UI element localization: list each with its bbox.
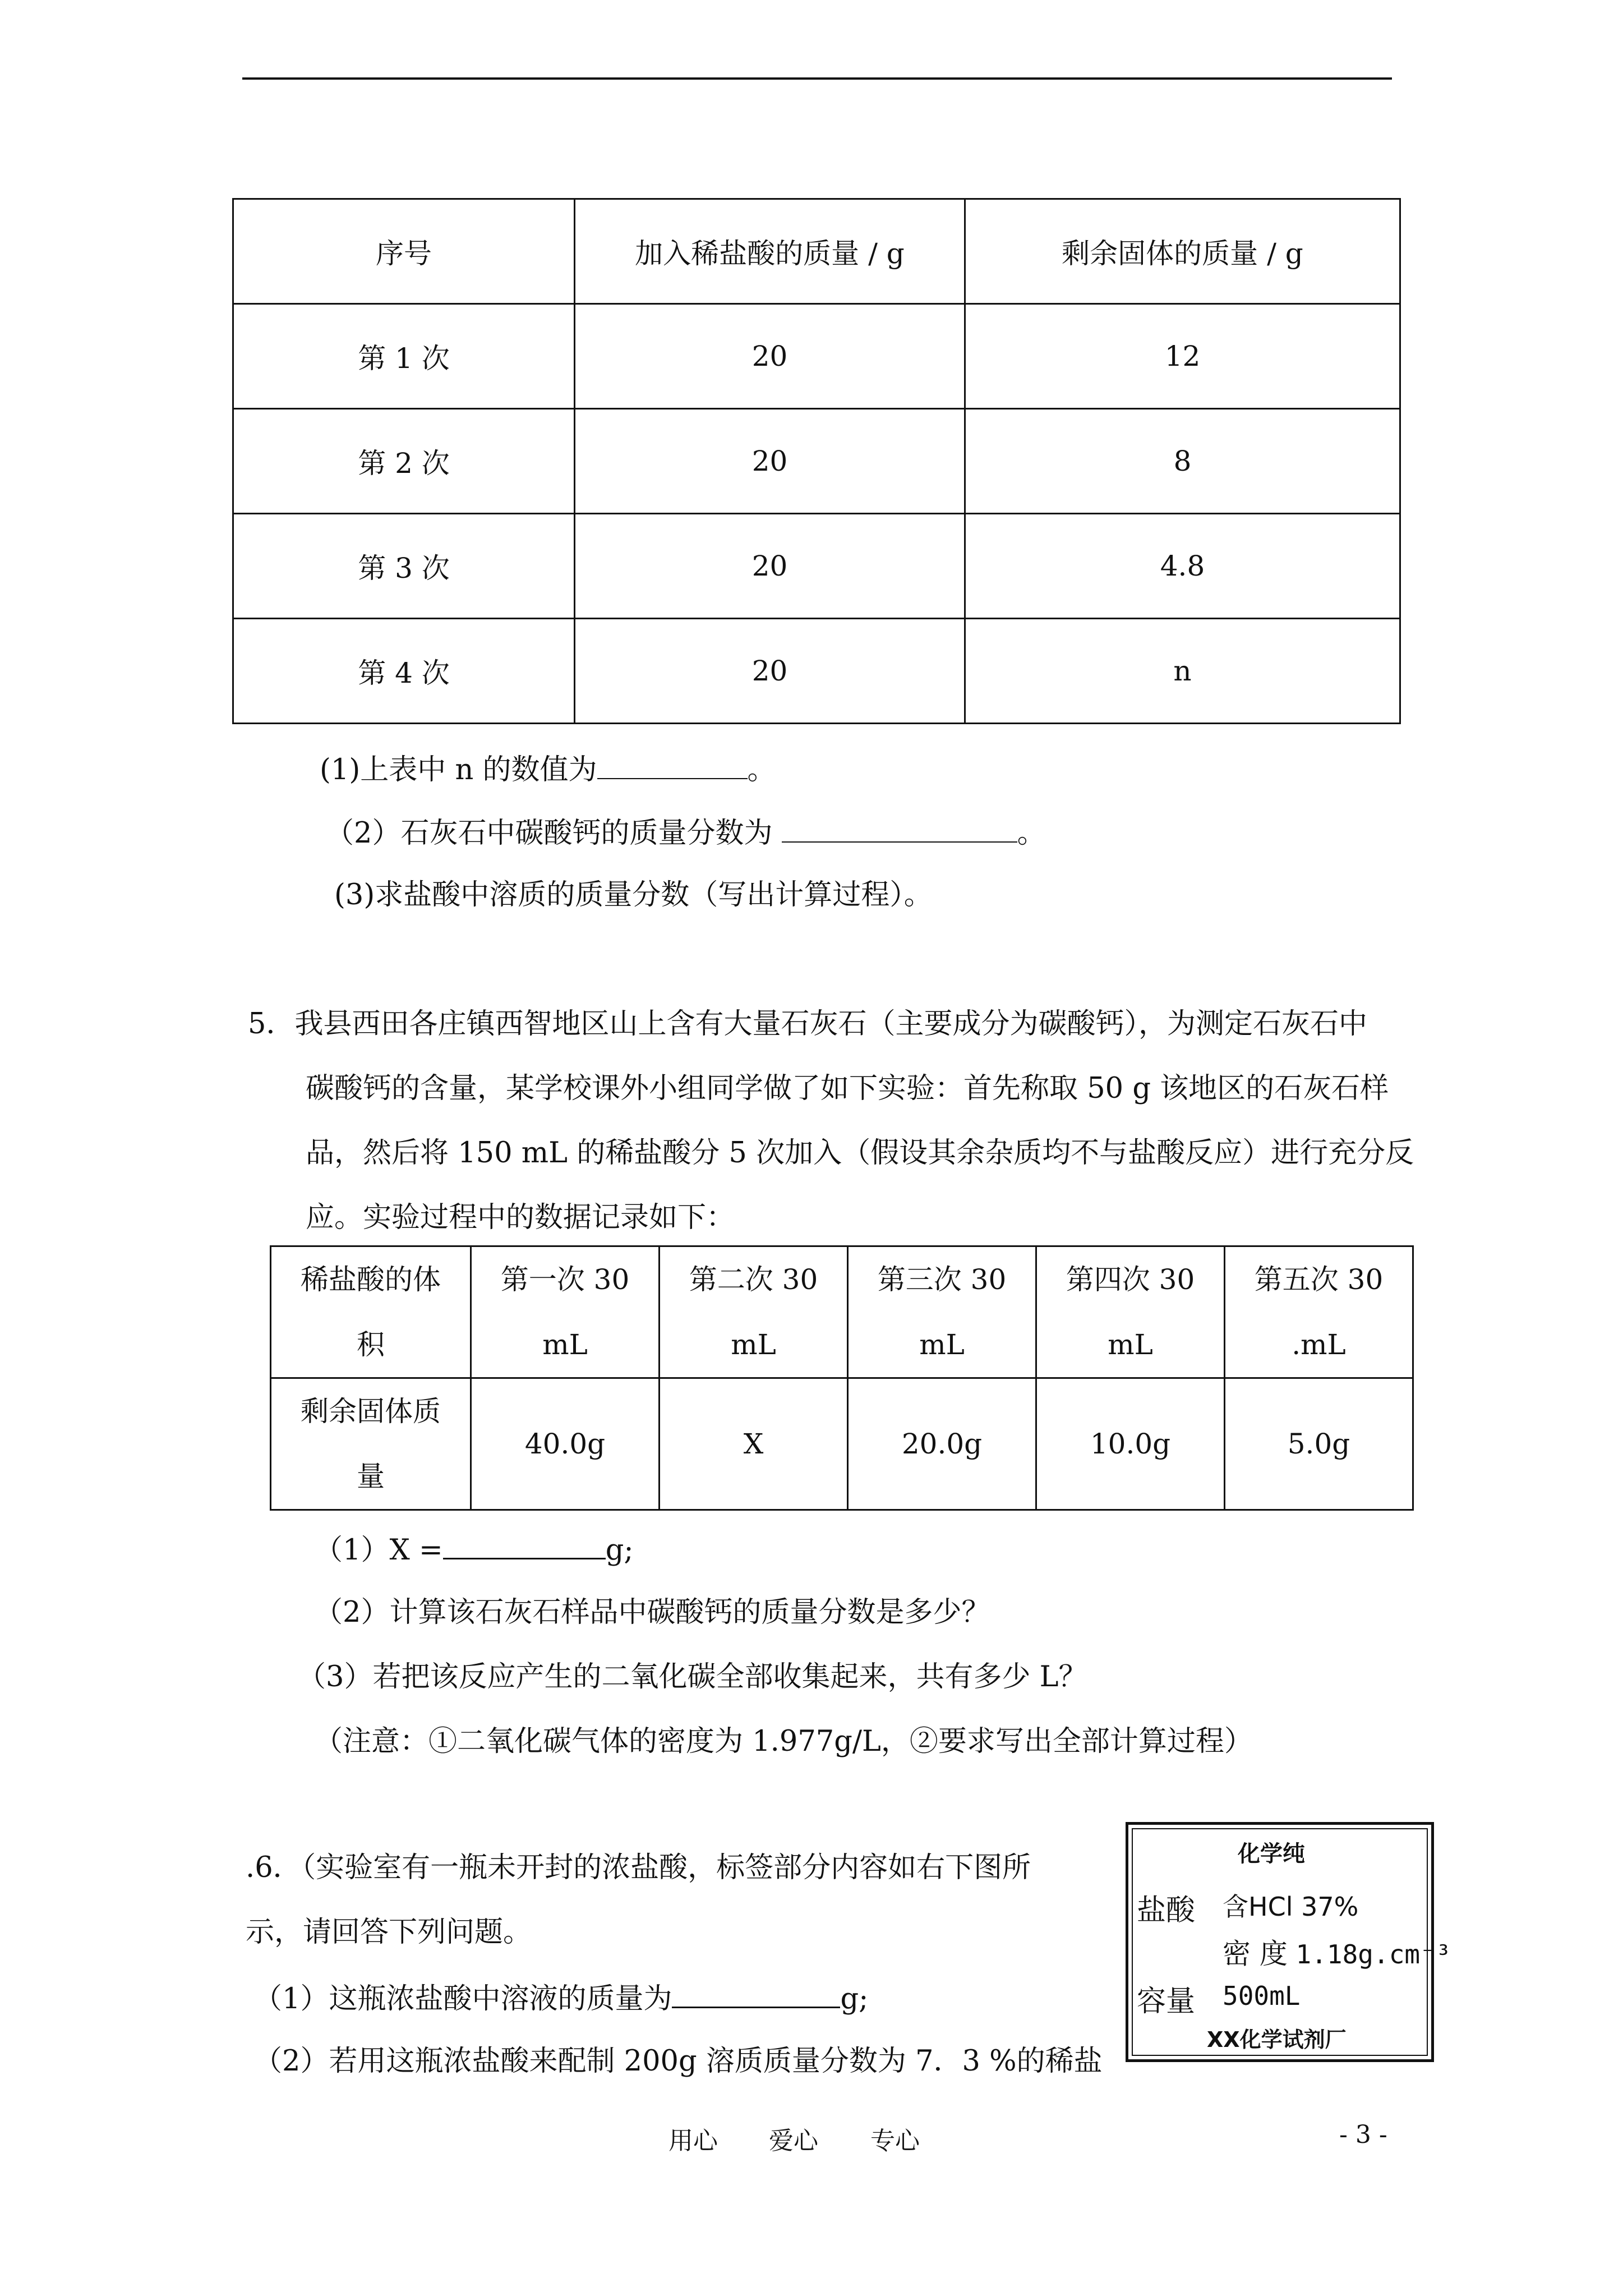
footer-motto-1: 用心 <box>668 2127 718 2155</box>
table-header-row <box>233 199 1400 304</box>
q6-sub2: （2）若用这瓶浓盐酸来配制 200g 溶质质量分数为 7．3 %的稀盐 <box>253 2045 1103 2078</box>
q4-sub1-text: (1)上表中 n 的数值为 <box>320 753 597 786</box>
q4-sub1-end: 。 <box>747 753 776 786</box>
q5-sub1 <box>314 1529 634 1570</box>
table-header-cell: 序号 <box>233 199 575 304</box>
header-rule <box>242 77 1392 80</box>
table-row <box>271 1246 1413 1378</box>
page-number: - 3 - <box>1339 2120 1387 2149</box>
q5-text-line2: 碳酸钙的含量，某学校课外小组同学做了如下实验：首先称取 50 g 该地区的石灰石样 <box>306 1072 1389 1105</box>
q4-sub1 <box>320 749 776 790</box>
label-content: 含HCl 37% <box>1223 1892 1359 1922</box>
footer-motto-2: 爱心 <box>769 2127 818 2155</box>
table-header-cell: 稀盐酸的体 积 <box>271 1246 471 1378</box>
q6-text-line2: 示，请回答下列问题。 <box>246 1916 532 1949</box>
table-cell: 20 <box>575 409 965 514</box>
table-cell: 20.0g <box>848 1378 1036 1510</box>
table-cell: 第四次 30 mL <box>1036 1246 1225 1378</box>
q5-sub1-end: g; <box>605 1534 634 1567</box>
table-cell: 4.8 <box>965 514 1400 619</box>
table-cell: 第 1 次 <box>233 304 575 409</box>
table-cell: 8 <box>965 409 1400 514</box>
table-row <box>233 304 1400 409</box>
q6-sub1-end: g; <box>840 1982 869 2016</box>
table-cell: 10.0g <box>1036 1378 1225 1510</box>
table-row <box>233 619 1400 724</box>
label-volume-label: 容量 <box>1137 1985 1196 2018</box>
q4-sub2-text: （2）石灰石中碳酸钙的质量分数为 <box>325 817 773 850</box>
table-cell: n <box>965 619 1400 724</box>
q5-sub3: （3）若把该反应产生的二氧化碳全部收集起来，共有多少 L？ <box>297 1660 1087 1694</box>
label-reagent-name: 盐酸 <box>1137 1894 1196 1927</box>
table-header-cell: 剩余固体质 量 <box>271 1378 471 1510</box>
footer-motto-3: 专心 <box>870 2127 920 2155</box>
table-cell: 第五次 30 .mL <box>1225 1246 1413 1378</box>
q5-text-line3: 品，然后将 150 mL 的稀盐酸分 5 次加入（假设其余杂质均不与盐酸反应）进行充分反 <box>306 1137 1414 1170</box>
reagent-bottle-label <box>1126 1822 1451 2062</box>
table-cell: 第三次 30 mL <box>848 1246 1036 1378</box>
label-grade: 化学纯 <box>1238 1841 1305 1867</box>
table-row <box>271 1378 1413 1510</box>
q4-sub2-end: 。 <box>1017 817 1046 850</box>
table-cell: 第 3 次 <box>233 514 575 619</box>
q5-sub2: （2）计算该石灰石样品中碳酸钙的质量分数是多少？ <box>314 1596 990 1629</box>
answer-blank[interactable] <box>443 1529 606 1559</box>
answer-blank[interactable] <box>672 1977 840 2008</box>
data-table-1 <box>232 198 1401 724</box>
table-cell: 第 4 次 <box>233 619 575 724</box>
q4-sub3: (3)求盐酸中溶质的质量分数（写出计算过程）。 <box>334 878 933 912</box>
table-row <box>233 514 1400 619</box>
q6-text-line1: .6．（实验室有一瓶未开封的浓盐酸，标签部分内容如右下图所 <box>246 1851 1031 1884</box>
data-table-2 <box>270 1245 1414 1511</box>
table-cell: X <box>660 1378 848 1510</box>
q6-sub1-text: （1）这瓶浓盐酸中溶液的质量为 <box>253 1982 672 2016</box>
table-header-cell: 加入稀盐酸的质量 / g <box>575 199 965 304</box>
label-volume-value: 500mL <box>1223 1981 1301 2011</box>
answer-blank[interactable] <box>597 749 748 779</box>
table-cell: 第 2 次 <box>233 409 575 514</box>
table-cell: 40.0g <box>471 1378 660 1510</box>
table-cell: 第一次 30 mL <box>471 1246 660 1378</box>
q5-note: （注意：①二氧化碳气体的密度为 1.977g/L，②要求写出全部计算过程） <box>314 1725 1253 1758</box>
q4-sub2 <box>325 812 1046 853</box>
table-cell: 20 <box>575 619 965 724</box>
table-row <box>233 409 1400 514</box>
label-density: 密 度 1.18g.cm⁻³ <box>1223 1938 1451 1970</box>
table-cell: 第二次 30 mL <box>660 1246 848 1378</box>
table-header-cell: 剩余固体的质量 / g <box>965 199 1400 304</box>
table-cell: 5.0g <box>1225 1378 1413 1510</box>
q6-sub1 <box>253 1977 868 2019</box>
q5-sub1-text: （1）X = <box>314 1534 443 1567</box>
table-cell: 12 <box>965 304 1400 409</box>
q5-text-line4: 应。实验过程中的数据记录如下： <box>306 1201 735 1234</box>
q5-text-line1: 5．我县西田各庄镇西智地区山上含有大量石灰石（主要成分为碳酸钙），为测定石灰石中 <box>248 1007 1367 1041</box>
table-cell: 20 <box>575 514 965 619</box>
table-cell: 20 <box>575 304 965 409</box>
label-manufacturer: XX化学试剂厂 <box>1207 2027 1347 2052</box>
answer-blank[interactable] <box>782 812 1017 843</box>
